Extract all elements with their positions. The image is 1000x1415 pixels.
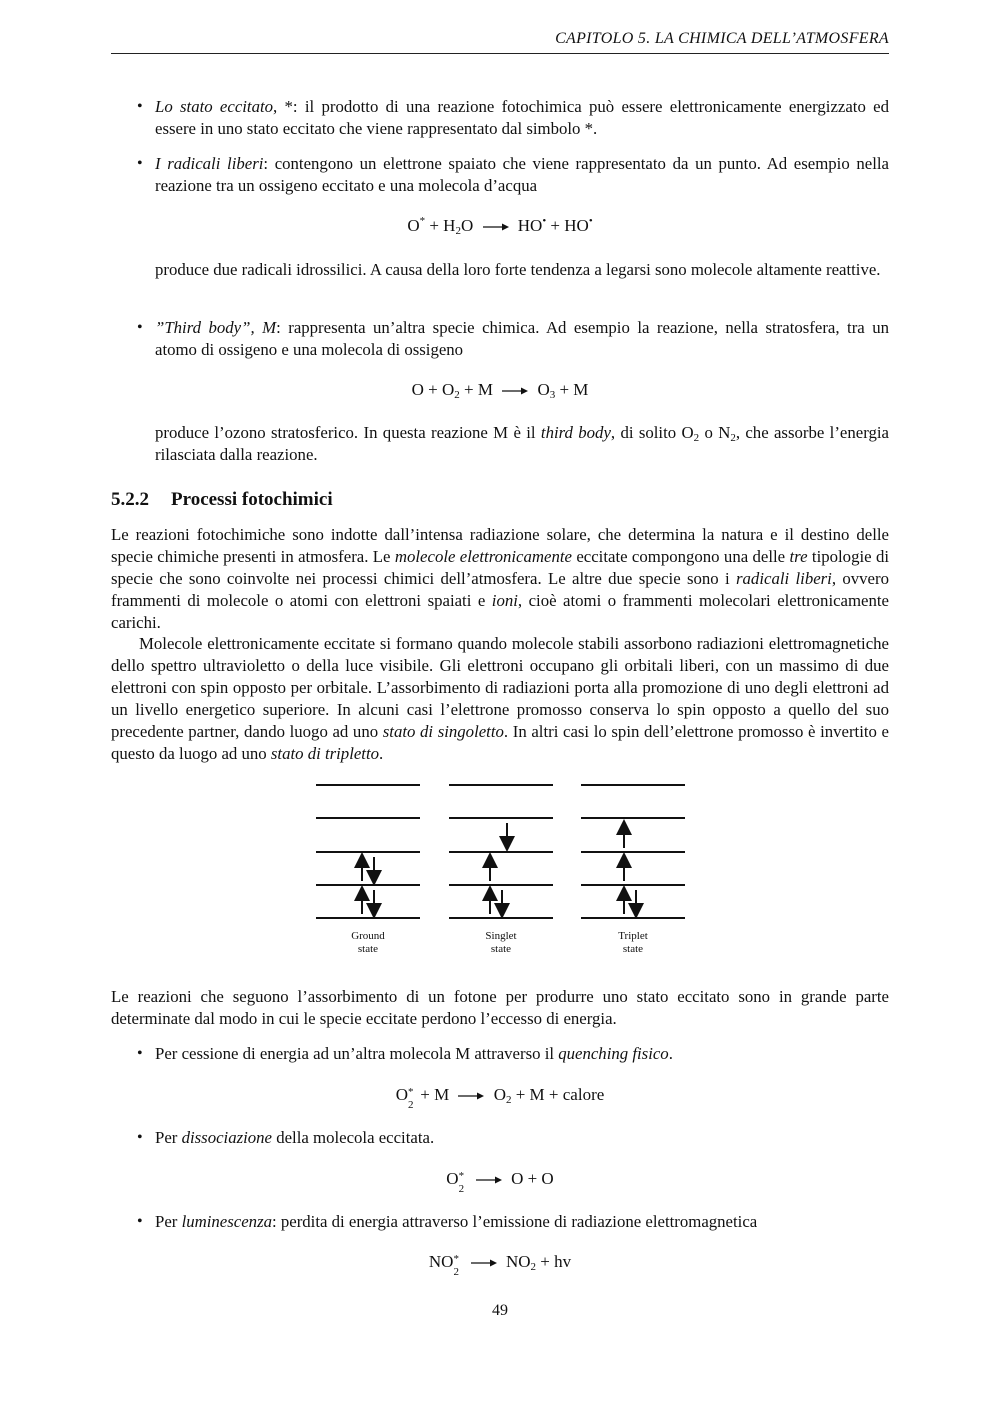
text-run: . <box>668 1044 673 1063</box>
eq-term: + M + calore <box>511 1085 605 1104</box>
eq-term: O + O <box>411 380 455 399</box>
text-run: produce l’ozono stratosferico. In questa reazione M è il <box>155 423 541 442</box>
bullet-icon: • <box>137 1213 143 1230</box>
eq-term: NO <box>428 1252 454 1271</box>
bullet-icon: • <box>137 1045 143 1062</box>
item-text: : contengono un elettrone spaiato che viene rappresentato da un punto. Ad esempio nella reazione tra un ossigeno eccitato e una molecola d’acqua <box>155 154 889 195</box>
term: ”Third body”, M <box>155 318 277 337</box>
text-run: tipologie di specie che sono coinvolte nei processi chimici dell’atmosfera. Le altre due specie sono i <box>111 547 889 588</box>
reaction-arrow-icon <box>458 1091 484 1101</box>
diagram-label: Ground <box>351 930 385 942</box>
list-item <box>155 1043 889 1065</box>
text-run: o N <box>699 423 731 442</box>
term: I radicali liberi <box>155 154 264 173</box>
ground-state-levels <box>316 785 420 918</box>
eq-term: + hv <box>536 1252 572 1271</box>
eq-sub: 2 <box>455 225 461 237</box>
term: Lo stato eccitato <box>155 97 274 116</box>
eq-sub: 3 <box>549 389 556 401</box>
eq-term: O <box>537 380 550 399</box>
eq-term: O <box>460 216 474 235</box>
equation-quenching: O * 2 + M $O_2 + M$ + calore <box>395 1085 605 1111</box>
bullet-icon: • <box>137 319 143 336</box>
text-run: tre <box>789 547 808 566</box>
bullet-icon: • <box>137 1129 143 1146</box>
eq-term: NO <box>505 1252 531 1271</box>
reaction-arrow-icon <box>502 386 528 396</box>
text-run: , che assorbe l’energia rilasciata dalla reazione. <box>155 423 889 464</box>
text-run: : perdita di energia attraverso l’emissione di radiazione elettromagnetica <box>272 1212 758 1231</box>
eq-term: + M <box>459 380 493 399</box>
eq-sub: 2 <box>454 389 460 401</box>
reaction-arrow-icon <box>471 1258 497 1268</box>
eq-term: + HO <box>546 216 589 235</box>
text-run: , ovvero frammenti di molecole o atomi con elettroni spaiati e <box>111 569 889 610</box>
bullet-icon: • <box>137 155 143 172</box>
running-header: CAPITOLO 5. LA CHIMICA DELL’ATMOSFERA <box>111 30 889 54</box>
equation-dissociation: O * 2 O + O <box>446 1169 554 1195</box>
eq-term: O <box>493 1085 506 1104</box>
page <box>111 0 889 1415</box>
text-run: 2 <box>693 432 700 444</box>
text-run: Per cessione di energia ad un’altra molecola M attraverso il <box>155 1044 559 1063</box>
list-item <box>155 1127 889 1149</box>
diagram-label: state <box>622 943 644 955</box>
triplet-state-electrons <box>624 827 636 914</box>
text-run: Molecole elettronicamente eccitate si formano quando molecole stabili assorbono radiazioni elettromagnetiche dello spettro ultravioletto o della luce visibile. Gli elettroni occupano gli orbitali liberi, con un massimo di due elettroni con spin opposto per orbitale. L’assorbimento di radiazioni porta alla promozione di uno degli elettroni ad un livello energetico superiore. In alcuni casi l’elettrone promosso conserva lo spin opposto a quello del suo precedente partner, dando luogo ad uno <box>111 634 889 741</box>
item-text: , *: il prodotto di una reazione fotochimica può essere elettronicamente energizzato ed essere in uno stato eccitato che viene rappresentato dal simbolo *. <box>155 97 889 138</box>
text-run: ioni <box>491 591 518 610</box>
bullet-icon: • <box>137 98 143 115</box>
item-continuation: produce due radicali idrossilici. A causa della loro forte tendenza a legarsi sono molecole altamente reattive. <box>155 260 881 279</box>
text-run: quenching fisico <box>558 1044 669 1063</box>
diagram-label: state <box>357 943 379 955</box>
text-run: . <box>379 744 384 763</box>
eq-term: + M <box>555 380 589 399</box>
paragraph <box>111 524 889 634</box>
text-run: stato di tripletto <box>270 744 380 763</box>
text-run: Per <box>155 1128 182 1147</box>
text-run: stato di singoletto <box>382 722 504 741</box>
text-run: third body <box>540 423 611 442</box>
list-item <box>155 153 889 197</box>
list-item <box>155 96 889 140</box>
eq-term: HO <box>517 216 543 235</box>
eq-term: O <box>395 1085 408 1104</box>
text-run: , di solito O <box>610 423 694 442</box>
text-run: della molecola eccitata. <box>272 1128 435 1147</box>
diagram-label: Triplet <box>618 930 648 942</box>
text-run: 2 <box>730 432 736 444</box>
eq-term: O <box>407 216 420 235</box>
eq-sub: 2 <box>505 1094 512 1106</box>
text-run: dissociazione <box>181 1128 273 1147</box>
reaction-arrow-icon <box>483 222 509 232</box>
list-item <box>155 1211 889 1233</box>
text-run: luminescenza <box>181 1212 272 1231</box>
equation-luminescence: NO * 2 $NO_2$ + hv <box>428 1252 572 1278</box>
diagram-label: state <box>490 943 512 955</box>
text-run: eccitate compongono una delle <box>571 547 790 566</box>
eq-term: O <box>446 1169 459 1188</box>
eq-term: + M <box>415 1085 450 1104</box>
equation-radicals <box>111 216 889 236</box>
eq-term: O + O <box>511 1169 554 1188</box>
text-run: , cioè atomi o frammenti molecolari elettronicamente carichi. <box>111 591 890 632</box>
list-item <box>155 317 889 361</box>
page-number: 49 <box>492 1302 508 1319</box>
reaction-arrow-icon <box>476 1175 502 1185</box>
eq-sub: 2 <box>530 1261 537 1273</box>
eq-sup: • <box>542 215 547 227</box>
equation-ozone <box>111 380 889 400</box>
text-run: molecole elettronicamente <box>394 547 572 566</box>
triplet-state-levels <box>581 785 685 918</box>
eq-term: + H <box>425 216 456 235</box>
diagram-label: Singlet <box>485 930 517 942</box>
section-heading <box>111 489 333 511</box>
section-number: 5.2.2 <box>111 489 149 510</box>
item-continuation <box>155 422 889 466</box>
eq-sup: * <box>419 215 426 227</box>
section-title: Processi fotochimici <box>171 489 333 510</box>
text-run: Per <box>155 1212 182 1231</box>
text-run: Le reazioni fotochimiche sono indotte dall’intensa radiazione solare, che determina la natura e il destino delle specie chimiche presenti in atmosfera. Le <box>111 525 889 566</box>
text-run: radicali liberi <box>736 569 832 588</box>
text-run: . In altri casi lo spin dell’elettrone promosso è invertito e questo da luogo ad uno <box>111 722 890 763</box>
eq-sup: • <box>588 215 593 227</box>
paragraph <box>111 633 889 765</box>
item-text: : rappresenta un’altra specie chimica. Ad esempio la reazione, nella stratosfera, tra un atomo di ossigeno e una molecola di ossigeno <box>155 318 889 359</box>
singlet-state-electrons <box>490 823 507 914</box>
spin-state-diagram <box>316 775 692 963</box>
paragraph: Le reazioni che seguono l’assorbimento di un fotone per produrre uno stato eccitato sono in grande parte determinate dal modo in cui le specie eccitate perdono l’eccesso di energia. <box>111 987 889 1028</box>
